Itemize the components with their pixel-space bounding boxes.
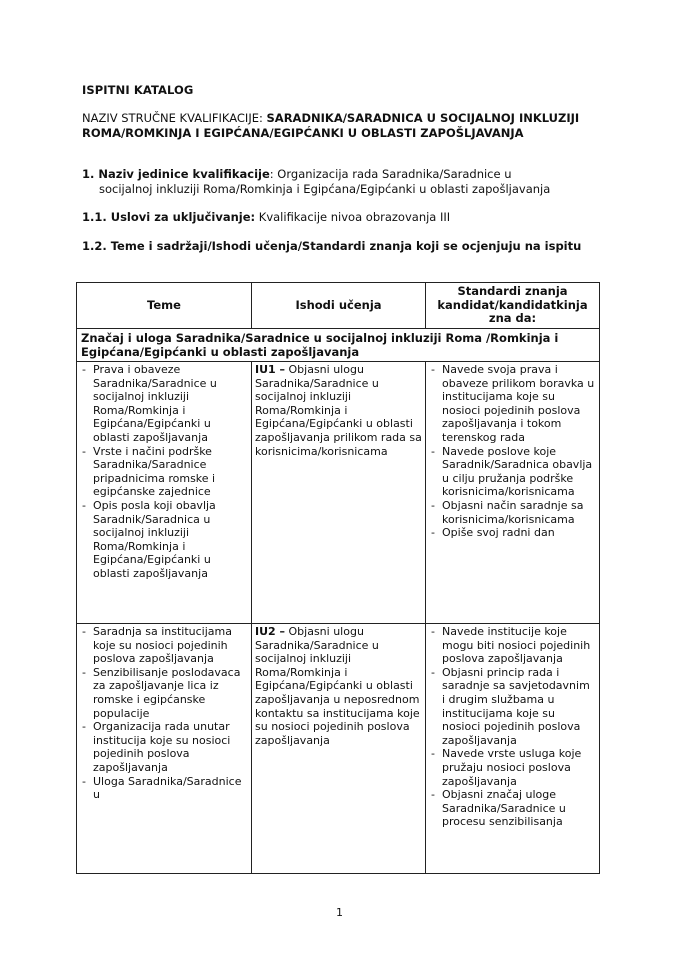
outcome-code: IU2 – xyxy=(255,625,286,638)
section-row xyxy=(77,329,600,362)
list-item: - Objasni način saradnje sa korisnicima/korisnicama xyxy=(429,499,596,526)
list-item: - Saradnja sa institucijama koje su nosioci pojedinih poslova zapošljavanja xyxy=(80,625,248,666)
header-outcomes: Ishodi učenja xyxy=(252,283,426,329)
section-title: Značaj i uloga Saradnika/Saradnice u socijalnoj inkluziji Roma /Romkinja i Egipćana/Egipćanki u oblasti zapošljavanja xyxy=(77,329,600,362)
table-header-row xyxy=(77,283,600,329)
outcome-text: Objasni ulogu Saradnika/Saradnice u socijalnoj inkluziji Roma/Romkinja i Egipćana/Egipćanki u oblasti zapošljavanja u neposrednom kontaktu sa institucijama koje su nosioci pojedinih poslova zapošljavanja xyxy=(255,625,420,747)
header-standards: Standardi znanja kandidat/kandidatkinja zna da: xyxy=(426,283,600,329)
standards-cell xyxy=(426,362,600,624)
document-heading: ISPITNI KATALOG xyxy=(82,83,194,97)
list-item: - Navede vrste usluga koje pružaju nosioci poslova zapošljavanja xyxy=(429,747,596,788)
list-item: - Prava i obaveze Saradnika/Saradnice u socijalnoj inkluziji Roma/Romkinja i Egipćana/Egipćanki u oblasti zapošljavanja xyxy=(80,363,248,445)
qualification-name xyxy=(82,111,602,141)
list-item: - Navede poslove koje Saradnik/Saradnica obavlja u cilju pružanja podrške korisnicima/korisnicama xyxy=(429,445,596,499)
standards-cell xyxy=(426,624,600,874)
topics-cell xyxy=(77,624,252,874)
list-item: - Opiše svoj radni dan xyxy=(429,526,596,540)
unit-text-rest: socijalnoj inkluziji Roma/Romkinja i Egipćana/Egipćanki u oblasti zapošljavanja xyxy=(99,182,551,196)
outcome-cell xyxy=(252,624,426,874)
outcome-code: IU1 – xyxy=(255,363,286,376)
topics-cell xyxy=(77,362,252,624)
list-item: - Organizacija rada unutar institucija koje su nosioci pojedinih poslova zapošljavanja xyxy=(80,720,248,774)
list-item: - Vrste i načini podrške Saradnika/Saradnice pripadnicima romske i egipćanske zajednice xyxy=(80,445,248,499)
qualification-value: SARADNIKA/SARADNICA U SOCIJALNOJ INKLUZIJI ROMA/ROMKINJA I EGIPĆANA/EGIPĆANKI U OBLASTI ZAPOŠLJAVANJA xyxy=(82,111,580,140)
list-item: - Navede institucije koje mogu biti nosioci pojedinih poslova zapošljavanja xyxy=(429,625,596,666)
conditions-label: 1.1. Uslovi za uključivanje: xyxy=(82,210,256,224)
outcome-text: Objasni ulogu Saradnika/Saradnice u socijalnoj inkluziji Roma/Romkinja i Egipćana/Egipćanki u oblasti zapošljavanja prilikom rada sa korisnicima/korisnicama xyxy=(255,363,422,458)
topics-heading: 1.2. Teme i sadržaji/Ishodi učenja/Standardi znanja koji se ocjenjuju na ispitu xyxy=(82,239,582,253)
page-number: 1 xyxy=(336,906,343,919)
list-item: - Objasni princip rada i saradnje sa savjetodavnim i drugim službama u institucijama koje su nosioci pojedinih poslova zapošljavanja xyxy=(429,666,596,748)
qualification-label: NAZIV STRUČNE KVALIFIKACIJE: xyxy=(82,111,267,125)
list-item: - Senzibilisanje poslodavaca za zapošljavanje lica iz romske i egipćanske populacije xyxy=(80,666,248,720)
competency-table xyxy=(76,282,600,874)
list-item: - Navede svoja prava i obaveze prilikom boravka u institucijama koje su nosioci pojedinih poslova zapošljavanja i tokom terenskog rada xyxy=(429,363,596,445)
unit-name xyxy=(82,167,602,197)
unit-text-first: : Organizacija rada Saradnika/Saradnice u xyxy=(269,167,512,181)
conditions xyxy=(82,210,450,224)
conditions-text: Kvalifikacije nivoa obrazovanja III xyxy=(255,210,451,224)
list-item: - Uloga Saradnika/Saradnice u xyxy=(80,775,248,802)
table-row xyxy=(77,362,600,624)
list-item: - Opis posla koji obavlja Saradnik/Saradnica u socijalnoj inkluziji Roma/Romkinja i Egipćana/Egipćanki u oblasti zapošljavanja xyxy=(80,499,248,581)
list-item: - Objasni značaj uloge Saradnika/Saradnice u procesu senzibilisanja xyxy=(429,788,596,829)
outcome-cell xyxy=(252,362,426,624)
unit-label: 1. Naziv jedinice kvalifikacije xyxy=(82,167,270,181)
table-row xyxy=(77,624,600,874)
header-topics: Teme xyxy=(77,283,252,329)
